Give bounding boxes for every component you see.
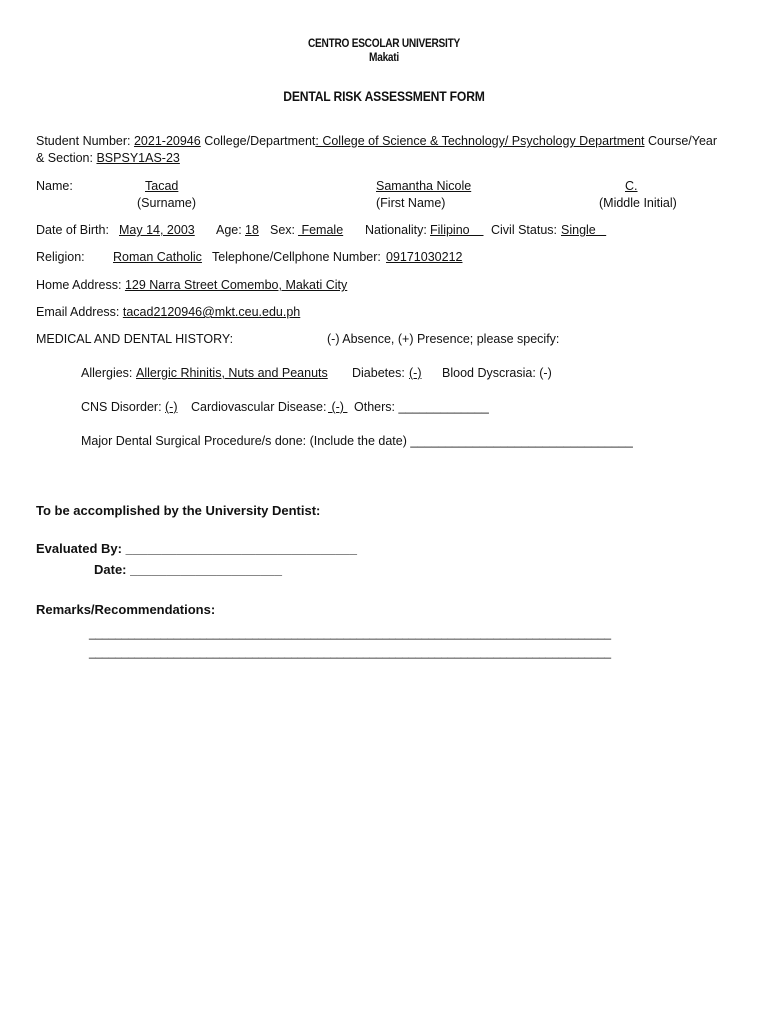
campus-name: Makati — [369, 52, 399, 64]
first-name-caption: (First Name) — [376, 196, 446, 210]
student-number-row — [36, 134, 717, 148]
phone-value: 09171030212 — [386, 250, 463, 264]
sex-label: Sex: — [270, 223, 296, 237]
nationality-label: Nationality: — [365, 223, 427, 237]
religion-value: Roman Catholic — [113, 250, 202, 264]
address-row — [36, 278, 347, 292]
civil-status-value: Single — [561, 223, 607, 237]
cardio-value: (-) — [328, 400, 348, 414]
form-header — [0, 38, 768, 50]
section-label: & Section: — [36, 151, 93, 165]
diabetes-value: (-) — [409, 366, 422, 380]
dentist-heading: To be accomplished by the University Dentist: — [36, 503, 321, 518]
course-year-label: Course/Year — [647, 134, 718, 148]
history-legend: (-) Absence, (+) Presence; please specify: — [327, 332, 560, 346]
section-row — [36, 151, 180, 165]
college-label: College/Department — [204, 134, 316, 148]
email-row — [36, 305, 300, 319]
address-label: Home Address: — [36, 278, 122, 292]
dob-value: May 14, 2003 — [119, 223, 195, 237]
email-label: Email Address: — [36, 305, 120, 319]
email-value: tacad2120946@mkt.ceu.edu.ph — [122, 305, 301, 319]
dob-label: Date of Birth: — [36, 223, 109, 237]
form-title-row — [0, 89, 768, 104]
student-number-value: 2021-20946 — [133, 134, 201, 148]
evaluated-by-label: Evaluated By: ________________________________ — [36, 541, 357, 556]
cns-label: CNS Disorder: — [81, 400, 162, 414]
remarks-line-1: ________________________________________________________________________________ — [89, 626, 611, 640]
middle-initial-caption: (Middle Initial) — [599, 196, 677, 210]
blood-dyscrasia-label: Blood Dyscrasia: (-) — [442, 366, 552, 380]
diabetes-label: Diabetes: — [352, 366, 405, 380]
first-name-value: Samantha Nicole — [376, 179, 472, 193]
others-label: Others: _____________ — [354, 400, 489, 414]
phone-label: Telephone/Cellphone Number: — [212, 250, 381, 264]
name-label: Name: — [36, 179, 73, 193]
address-value: 129 Narra Street Comembo, Makati City — [124, 278, 348, 292]
campus-row — [0, 52, 768, 64]
age-label: Age: — [216, 223, 242, 237]
middle-initial-value: C. — [625, 179, 638, 193]
allergies-value: Allergic Rhinitis, Nuts and Peanuts — [136, 366, 328, 380]
surname-caption: (Surname) — [137, 196, 197, 210]
religion-label: Religion: — [36, 250, 85, 264]
college-value: : College of Science & Technology/ Psychology Department — [315, 134, 645, 148]
remarks-label: Remarks/Recommendations: — [36, 602, 216, 617]
form-title: DENTAL RISK ASSESSMENT FORM — [283, 89, 485, 104]
remarks-line-2: ________________________________________________________________________________ — [89, 645, 611, 659]
university-name: CENTRO ESCOLAR UNIVERSITY — [308, 38, 460, 50]
sex-value: Female — [298, 223, 344, 237]
allergies-label: Allergies: — [81, 366, 133, 380]
civil-status-label: Civil Status: — [491, 223, 557, 237]
cns-value: (-) — [165, 400, 178, 414]
section-value: BSPSY1AS-23 — [96, 151, 180, 165]
surgical-procedure-label: Major Dental Surgical Procedure/s done: (Include the date) ________________________________ — [81, 434, 633, 448]
cardio-label: Cardiovascular Disease: — [191, 400, 327, 414]
student-number-label: Student Number: — [36, 134, 131, 148]
history-heading: MEDICAL AND DENTAL HISTORY: — [36, 332, 234, 346]
surname-value: Tacad — [145, 179, 179, 193]
age-value: 18 — [245, 223, 259, 237]
date-label: Date: _____________________ — [94, 562, 282, 577]
nationality-value: Filipino — [430, 223, 484, 237]
